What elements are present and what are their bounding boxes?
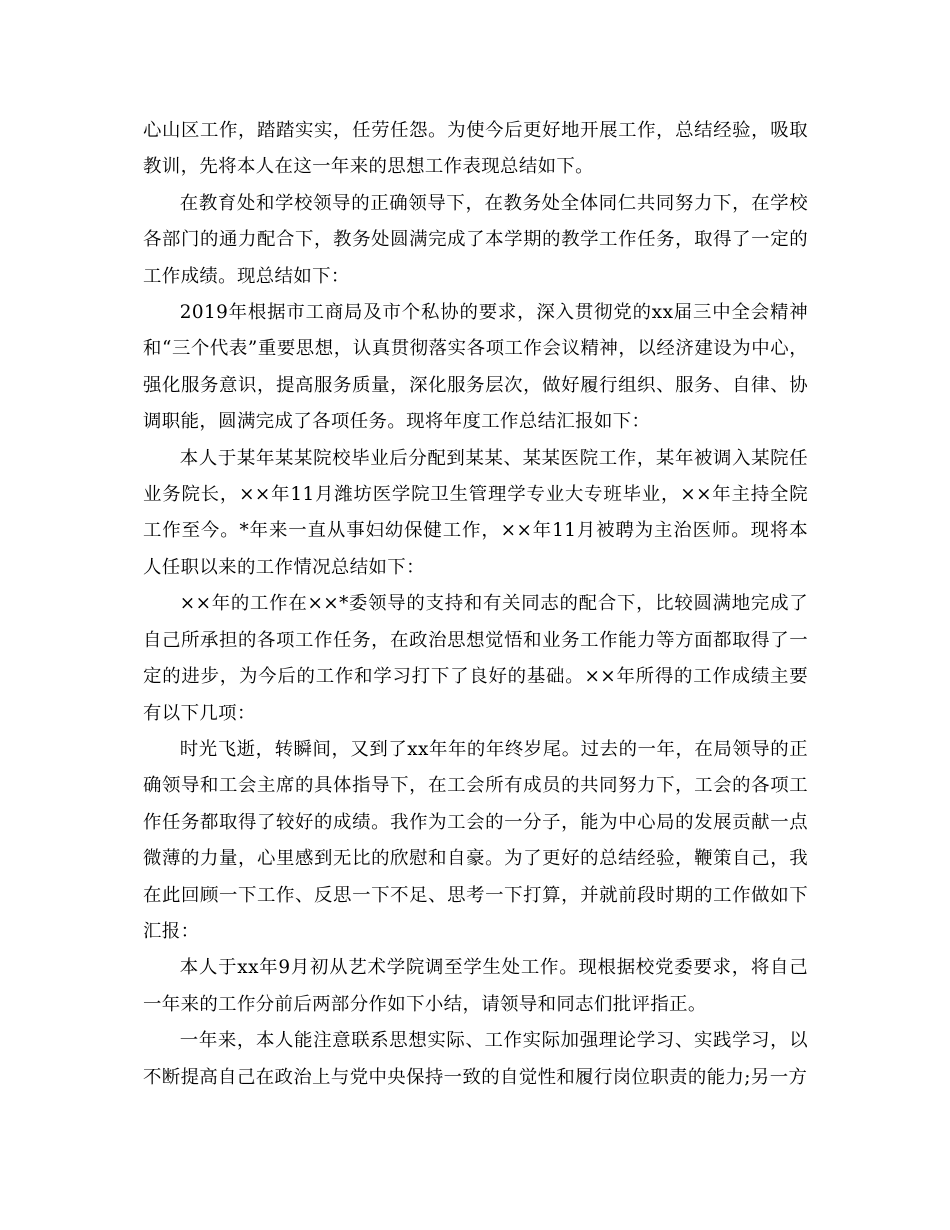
paragraph-3: 2019年根据市工商局及市个私协的要求，深入贯彻党的xx届三中全会精神和“三个代表”重要思想，认真贯彻落实各项工作会议精神，以经济建设为中心，强化服务意识，提高服务质量，深化服务层次，做好履行组织、服务、自律、协调职能，圆满完成了各项任务。现将年度工作总结汇报如下： (143, 302, 808, 433)
document-body (143, 113, 808, 1096)
paragraph-6: 时光飞逝，转瞬间，又到了xx年年的年终岁尾。过去的一年，在局领导的正确领导和工会主席的具体指导下，在工会所有成员的共同努力下，工会的各项工作任务都取得了较好的成绩。我作为工会的一分子，能为中心局的发展贡献一点微薄的力量，心里感到无比的欣慰和自豪。为了更好的总结经验，鞭策自己，我在此回顾一下工作、反思一下不足、思考一下打算，并就前段时期的工作做如下汇报： (143, 738, 808, 942)
paragraph-4: 本人于某年某某院校毕业后分配到某某、某某医院工作，某年被调入某院任业务院长，××年11月潍坊医学院卫生管理学专业大专班毕业，××年主持全院工作至今。*年来一直从事妇幼保健工作，××年11月被聘为主治医师。现将本人任职以来的工作情况总结如下： (143, 447, 808, 578)
paragraph-5: ××年的工作在××*委领导的支持和有关同志的配合下，比较圆满地完成了自己所承担的各项工作任务，在政治思想觉悟和业务工作能力等方面都取得了一定的进步，为今后的工作和学习打下了良好的基础。××年所得的工作成绩主要有以下几项： (143, 593, 808, 724)
paragraph-7: 本人于xx年9月初从艺术学院调至学生处工作。现根据校党委要求，将自己一年来的工作分前后两部分作如下小结，请领导和同志们批评指正。 (143, 957, 808, 1015)
paragraph-8: 一年来，本人能注意联系思想实际、工作实际加强理论学习、实践学习，以不断提高自己在政治上与党中央保持一致的自觉性和履行岗位职责的能力;另一方 (143, 1030, 808, 1088)
paragraph-1: 心山区工作，踏踏实实，任劳任怨。为使今后更好地开展工作，总结经验，吸取教训，先将本人在这一年来的思想工作表现总结如下。 (143, 120, 808, 178)
paragraph-2: 在教育处和学校领导的正确领导下，在教务处全体同仁共同努力下，在学校各部门的通力配合下，教务处圆满完成了本学期的教学工作任务，取得了一定的工作成绩。现总结如下： (143, 192, 808, 287)
